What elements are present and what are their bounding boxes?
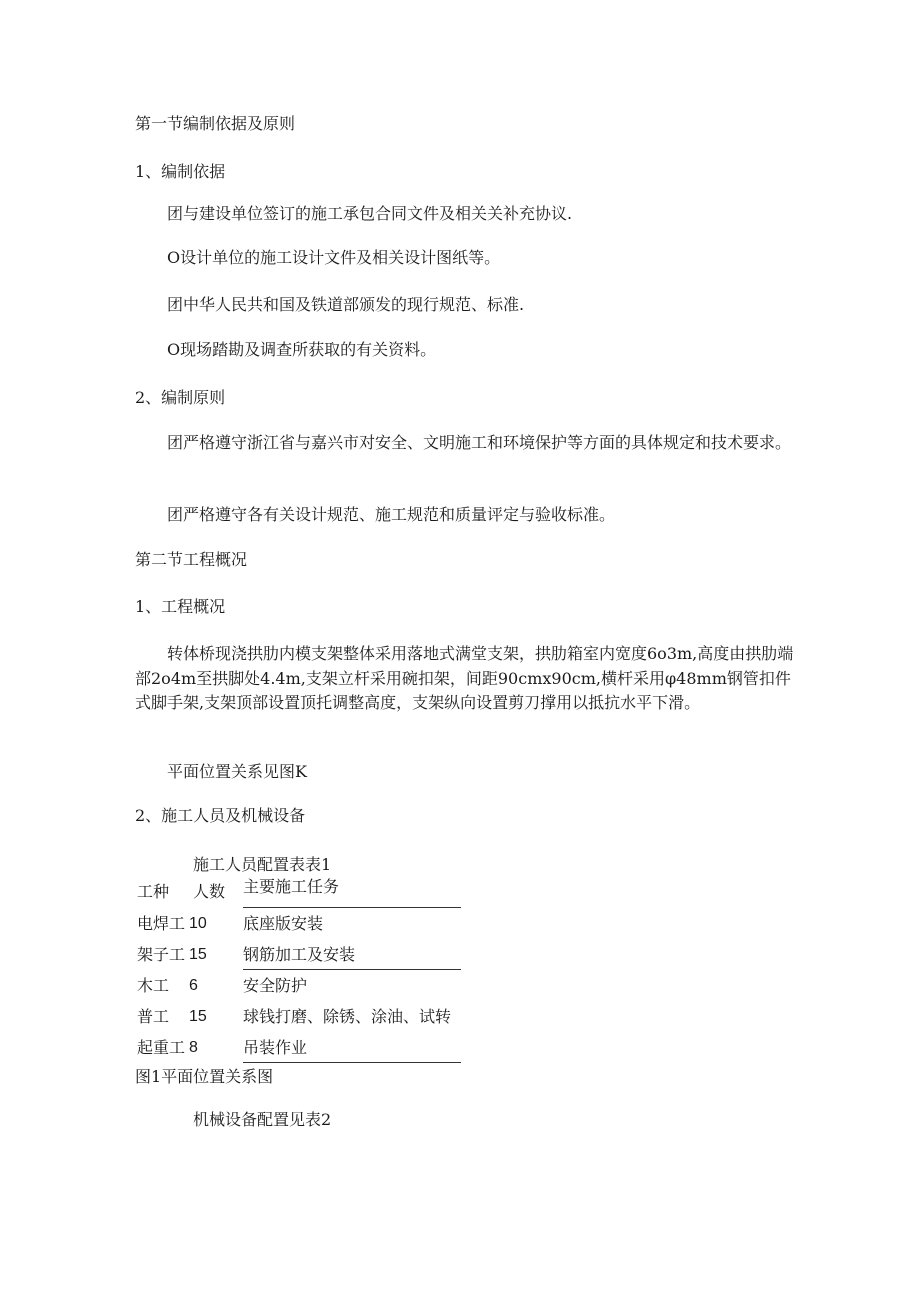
row-count: 15 bbox=[189, 946, 207, 963]
table-rule bbox=[243, 1062, 461, 1063]
row-trade: 起重工 bbox=[137, 1038, 186, 1057]
row-task: 安全防护 bbox=[243, 976, 308, 995]
row-trade: 普工 bbox=[137, 1007, 170, 1026]
row-trade: 电焊工 bbox=[137, 914, 186, 933]
row-count: 8 bbox=[189, 1039, 198, 1056]
table-header-count: 人数 bbox=[193, 882, 226, 901]
table-rule bbox=[243, 969, 461, 970]
table2-reference: 机械设备配置见表2 bbox=[193, 1110, 332, 1129]
basis-item: 团与建设单位签订的施工承包合同文件及相关关补充协议. bbox=[167, 204, 573, 223]
row-task: 钢筋加工及安装 bbox=[243, 945, 356, 964]
row-task: 球钱打磨、除锈、涂油、试转 bbox=[243, 1007, 452, 1026]
table-header-task: 主要施工任务 bbox=[243, 877, 340, 896]
overview-heading: 1、工程概况 bbox=[135, 597, 226, 616]
table-caption: 施工人员配置表表1 bbox=[193, 855, 332, 874]
basis-heading: 1、编制依据 bbox=[135, 162, 226, 181]
staff-heading: 2、施工人员及机械设备 bbox=[135, 806, 306, 825]
row-count: 6 bbox=[189, 977, 198, 994]
row-trade: 木工 bbox=[137, 976, 170, 995]
table-rule bbox=[243, 907, 461, 908]
row-task: 吊装作业 bbox=[243, 1038, 308, 1057]
principle-item: 团严格遵守各有关设计规范、施工规范和质量评定与验收标准。 bbox=[167, 505, 616, 524]
row-count: 15 bbox=[189, 1008, 207, 1025]
row-task: 底座版安装 bbox=[243, 914, 324, 933]
principle-item: 团严格遵守浙江省与嘉兴市对安全、文明施工和环境保护等方面的具体规定和技术要求。 bbox=[167, 433, 792, 452]
basis-item: O现场踏勘及调查所获取的有关资料。 bbox=[167, 340, 437, 359]
row-count: 10 bbox=[189, 915, 207, 932]
section2-title: 第二节工程概况 bbox=[135, 550, 248, 569]
principle-heading: 2、编制原则 bbox=[135, 388, 226, 407]
overview-text: 转体桥现浇拱肋内模支架整体采用落地式满堂支架，拱肋箱室内宽度6o3m,高度由拱肋端部2o4m至拱脚处4.4m,支架立杆采用碗扣架，间距90cmx90cm,横杆采用φ48mm钢管扣件式脚手架,支架顶部设置顶托调整高度，支架纵向设置剪刀撑用以抵抗水平下滑。 bbox=[135, 644, 794, 712]
table-header-trade: 工种 bbox=[137, 882, 170, 901]
section1-title: 第一节编制依据及原则 bbox=[135, 114, 296, 133]
plan-reference: 平面位置关系见图K bbox=[167, 762, 307, 781]
basis-item: O设计单位的施工设计文件及相关设计图纸等。 bbox=[167, 248, 501, 267]
basis-item: 团中华人民共和国及铁道部颁发的现行规范、标准. bbox=[167, 295, 525, 314]
figure-caption: 图1平面位置关系图 bbox=[135, 1067, 274, 1086]
row-trade: 架子工 bbox=[137, 945, 186, 964]
